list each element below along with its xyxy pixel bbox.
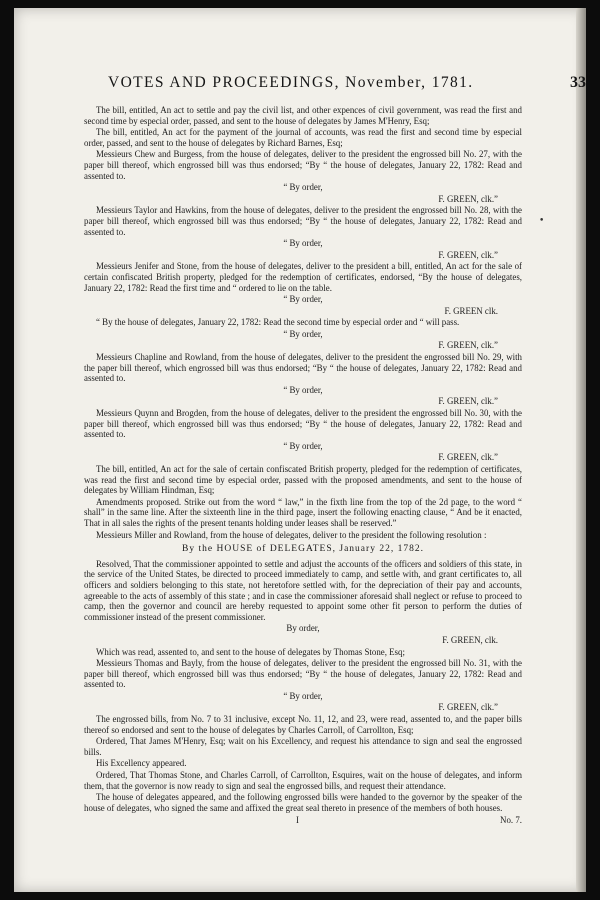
paragraph: The engrossed bills, from No. 7 to 31 inclusive, except No. 11, 12, and 23, were read, assented to, and the paper bills thereof so endorsed and sent to the house of delegates by Charles Carroll, of Carrollton, Esq; [84,714,522,735]
clerk-signature: F. GREEN, clk.” [438,193,498,204]
paragraph: Which was read, assented to, and sent to the house of delegates by Thomas Stone, Esq; [96,646,405,657]
clerk-signature: F. GREEN, clk. [442,634,498,645]
paragraph: Resolved, That the commissioner appointed to settle and adjust the accounts of the officers and soldiers of this state, in the service of the United States, be directed to proceed immediately to camp, and settle with, and grant certificates to, all officers and soldiers belonging to this state, not heretofore settled with, for the depreciation of their pay and accounts, agreeable to the acts of assembly of this state ; and in case the commissioner aforesaid shall neglect or refuse to proceed to camp, then the governor and council are hereby requested to appoint some other fit person to perform the duties of commissioner instead of the present commissioner. [84,558,522,622]
section-heading: By the HOUSE of DELEGATES, January 22, 1782. [182,544,424,555]
by-order-line: “ By order, [283,690,323,701]
paragraph: “ By the house of delegates, January 22, 1782: Read the second time by especial order and “ will pass. [96,317,460,328]
ink-mark: • [539,216,545,226]
signature-mark: I [296,815,299,826]
paragraph: Amendments proposed. Strike out from the word “ law,” in the fixth line from the top of the 2d page, to the word “ shall” in the same line. After the sixteenth line in the third page, insert the following enacting clause, “ And be it enacted, That in all sales the rights of the present tenants holding under leases shall be reserved.” [84,496,522,528]
by-order-line: “ By order, [283,182,323,193]
by-order-line: “ By order, [283,294,323,305]
document-page [14,8,586,892]
paragraph: Messieurs Jenifer and Stone, from the house of delegates, deliver to the president a bill, entitled, An act for the sale of certain confiscated British property, pledged for the redemption of certificates, endorsed, “By the house of delegates, January 22, 1782: Read the first time and “ ordered to lie on the table. [84,261,522,293]
by-order-line: “ By order, [283,384,323,395]
paragraph: The bill, entitled, An act for the sale of certain confiscated British property, pledged for the redemption of certificates, was read the first and second time by especial order, passed with the proposed amendments, and sent to the house of delegates by William Hindman, Esq; [84,464,522,496]
by-order-line: “ By order, [283,238,323,249]
document-body [84,105,522,827]
header-title: VOTES AND PROCEEDINGS, November, 1781. [108,74,474,91]
paragraph: Messieurs Taylor and Hawkins, from the house of delegates, deliver to the president the engrossed bill No. 28, with the paper bill thereof, which engrossed bill was thus endorsed; “By “ the house of delegates, January 22, 1782: Read and assented to. [84,205,522,237]
by-order-line: By order, [286,623,320,634]
paragraph: The bill, entitled, An act to settle and pay the civil list, and other expences of civil government, was read the first and second time by especial order, passed, and sent to the house of delegates by James M'Henry, Esq; [84,105,522,126]
paragraph: Ordered, That Thomas Stone, and Charles Carroll, of Carrollton, Esquires, wait on the house of delegates, and inform them, that the governor is now ready to sign and seal the engrossed bills, and request their attendance. [84,770,522,791]
clerk-signature: F. GREEN, clk.” [438,452,498,463]
paragraph: Messieurs Chew and Burgess, from the house of delegates, deliver to the president the engrossed bill No. 27, with the paper bill thereof, which engrossed bill was thus endorsed; “By “ the house of delegates, January 22, 1782: Read and assented to. [84,149,522,181]
by-order-line: “ By order, [283,440,323,451]
paragraph: Ordered, That James M'Henry, Esq; wait on his Excellency, and request his attendance to sign and seal the engrossed bills. [84,736,522,757]
clerk-signature: F. GREEN, clk.” [438,340,498,351]
page-footer [84,815,522,827]
clerk-signature: F. GREEN, clk.” [438,396,498,407]
clerk-signature: F. GREEN, clk.” [438,702,498,713]
page-number: 33 [570,74,586,91]
paragraph: The house of delegates appeared, and the following engrossed bills were handed to the governor by the speaker of the house of delegates, who signed the same and affixed the great seal thereto in presence of the members of both houses. [84,792,522,813]
clerk-signature: F. GREEN, clk.” [438,249,498,260]
page-binding-edge [576,8,586,892]
paragraph: Messieurs Chapline and Rowland, from the house of delegates, deliver to the president the engrossed bill No. 29, with the paper bill thereof, which engrossed bill was thus endorsed; “By “ the house of delegates, January 22, 1782: Read and assented to. [84,352,522,384]
paragraph: Messieurs Quynn and Brogden, from the house of delegates, deliver to the president the engrossed bill No. 30, with the paper bill thereof, which engrossed bill was thus endorsed; “By “ the house of delegates, January 22, 1782: Read and assented to. [84,408,522,440]
paragraph: Messieurs Miller and Rowland, from the house of delegates, deliver to the president the following resolution : [96,529,487,540]
by-order-line: “ By order, [283,328,323,339]
paragraph: Messieurs Thomas and Bayly, from the house of delegates, deliver to the president the engrossed bill No. 31, with the paper bill thereof, which engrossed bill was thus endorsed; “By “ the house of delegates, January 22, 1782: Read and assented to. [84,658,522,690]
clerk-signature: F. GREEN clk. [444,305,498,316]
running-header [90,74,586,96]
paragraph: The bill, entitled, An act for the payment of the journal of accounts, was read the first and second time by especial order, passed, and sent to the house of delegates by Richard Barnes, Esq; [84,127,522,148]
paragraph: His Excellency appeared. [96,758,187,769]
catchword: No. 7. [500,815,522,826]
